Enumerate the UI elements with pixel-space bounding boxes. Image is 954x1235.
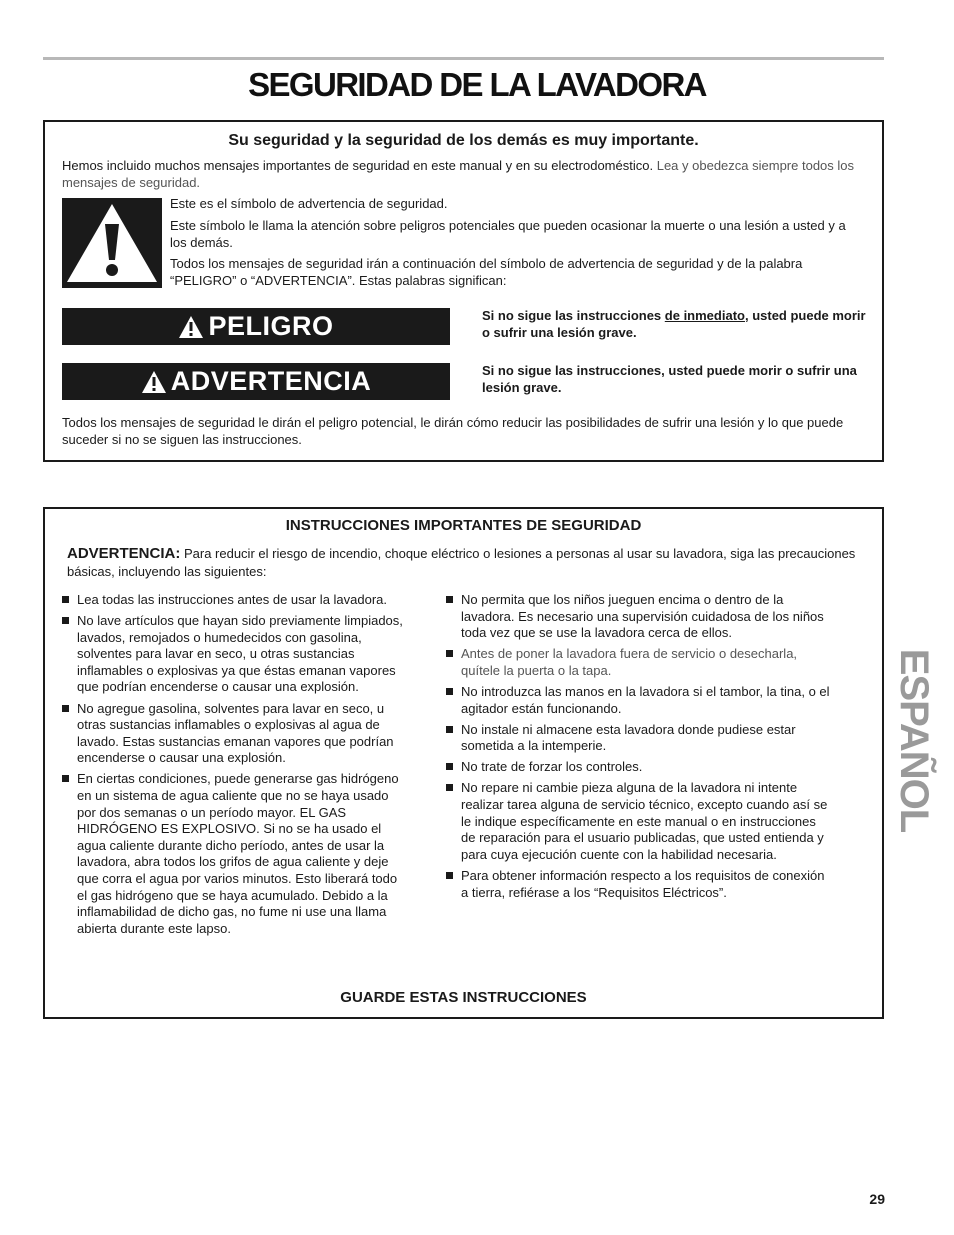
warning-triangle-icon — [178, 315, 204, 339]
list-item: No trate de forzar los controles. — [446, 759, 831, 776]
bullet-square-icon — [62, 596, 69, 603]
bullet-square-icon — [62, 775, 69, 782]
safety-footer: Todos los mensajes de seguridad le dirán el peligro potencial, le dirán cómo reducir las posibilidades de sufrir una lesión y lo que puede suceder si no se siguen las instrucciones. — [62, 415, 844, 447]
peligro-label: PELIGRO — [208, 311, 334, 341]
warning-triangle-icon — [141, 370, 167, 394]
safety-intro-text: Hemos incluido muchos mensajes importantes de seguridad en este manual y en su electrodoméstico. — [62, 158, 654, 173]
safety-message-box — [43, 120, 884, 462]
peligro-banner — [62, 308, 450, 345]
list-item: No instale ni almacene esta lavadora donde pudiese estar sometida a la intemperie. — [446, 722, 831, 755]
peligro-message-underline: de inmediato — [664, 308, 745, 323]
list-item: No introduzca las manos en la lavadora si el tambor, la tina, o el agitador están funcionando. — [446, 684, 831, 717]
advertencia-label: ADVERTENCIA — [170, 366, 372, 396]
safety-intro — [62, 158, 867, 191]
warning-label: ADVERTENCIA: — [67, 545, 181, 562]
advertencia-banner — [62, 363, 450, 400]
peligro-message-post: , usted puede morir o sufrir una lesión grave. — [482, 308, 866, 340]
instructions-heading: INSTRUCCIONES IMPORTANTES DE SEGURIDAD — [285, 517, 642, 534]
list-item: Lea todas las instrucciones antes de usar la lavadora. — [62, 592, 407, 609]
page-number: 29 — [869, 1191, 885, 1207]
warning-text: Para reducir el riesgo de incendio, choque eléctrico o lesiones a personas al usar su lavadora, siga las precauciones básicas, incluyendo las siguientes: — [67, 546, 856, 579]
safety-heading: Su seguridad y la seguridad de los demás es muy importante. — [228, 132, 699, 149]
peligro-message-pre: Si no sigue las instrucciones — [482, 308, 665, 323]
safety-intro-gray-text: Lea y obedezca siempre todos los mensajes de seguridad. — [62, 158, 855, 190]
list-item: No agregue gasolina, solventes para lavar en seco, u otras sustancias inflamables o explosivas al agua de lavado. Estas sustancias emanan vapores que podrían encenderse o causar una explosión. — [62, 701, 407, 767]
bullet-square-icon — [446, 763, 453, 770]
top-rule — [43, 57, 884, 60]
bullet-square-icon — [446, 596, 453, 603]
symbol-line-1: Este es el símbolo de advertencia de seguridad. — [170, 196, 448, 211]
instructions-warning — [67, 545, 867, 581]
language-side-tab — [886, 640, 942, 840]
bullet-square-icon — [62, 617, 69, 624]
list-item: Antes de poner la lavadora fuera de servicio o desecharla, quítele la puerta o la tapa. — [446, 646, 831, 679]
bullet-square-icon — [446, 784, 453, 791]
symbol-line-2: Este símbolo le llama la atención sobre peligros potenciales que pueden ocasionar la muerte o una lesión a usted y a los demás. — [170, 218, 846, 250]
symbol-line-3: Todos los mensajes de seguridad irán a continuación del símbolo de advertencia de seguridad y de la palabra “PELIGRO” o “ADVERTENCIA”. Estas palabras significan: — [170, 256, 803, 288]
warning-triangle-icon — [62, 198, 162, 288]
page-title: SEGURIDAD DE LA LAVADORA — [248, 66, 706, 103]
list-item: No permita que los niños jueguen encima o dentro de la lavadora. Es necesario una supervisión cuidadosa de los niños toda vez que se use la lavadora cerca de ellos. — [446, 592, 831, 642]
bullet-square-icon — [446, 688, 453, 695]
list-item: No lave artículos que hayan sido previamente limpiados, lavados, remojados o humedecidos con gasolina, solventes para lavar en seco, u otras sustancias inflamables o explosivas ya que éstas emanan vapores que podrían encenderse o causar una explosión. — [62, 613, 407, 696]
instructions-left-column — [62, 592, 407, 942]
bullet-square-icon — [62, 705, 69, 712]
list-item: No repare ni cambie pieza alguna de la lavadora ni intente realizar tarea alguna de servicio técnico, excepto cuando así se le indique específicamente en este manual o en instrucciones de reparación para el usuario publicadas, que usted entienda y para cuya ejecución cuente con la habilidad necesaria. — [446, 780, 831, 863]
list-item: En ciertas condiciones, puede generarse gas hidrógeno en un sistema de agua caliente que no se haya usado por dos semanas o un período mayor. EL GAS HIDRÓGENO ES EXPLOSIVO. Si no se ha usado el agua caliente durante dicho período, antes de usar la lavadora, abra todos los grifos de agua caliente y deje que corra el agua por varios minutos. Esto liberará todo el gas hidrógeno que se haya acumulado. Debido a la inflamabilidad de dicho gas, no fume ni use una llama abierta durante este lapso. — [62, 771, 407, 937]
bullet-square-icon — [446, 726, 453, 733]
list-item: Para obtener información respecto a los requisitos de conexión a tierra, refiérase a los “Requisitos Eléctricos”. — [446, 868, 831, 901]
instructions-right-column — [446, 592, 831, 906]
peligro-message — [482, 308, 867, 341]
instructions-box — [43, 507, 884, 1019]
bullet-square-icon — [446, 650, 453, 657]
advertencia-message: Si no sigue las instrucciones, usted puede morir o sufrir una lesión grave. — [482, 363, 857, 395]
safety-alert-symbol — [62, 198, 162, 288]
bullet-square-icon — [446, 872, 453, 879]
language-side-tab-label: ESPAÑOL — [892, 648, 937, 832]
instructions-footer: GUARDE ESTAS INSTRUCCIONES — [340, 989, 587, 1006]
